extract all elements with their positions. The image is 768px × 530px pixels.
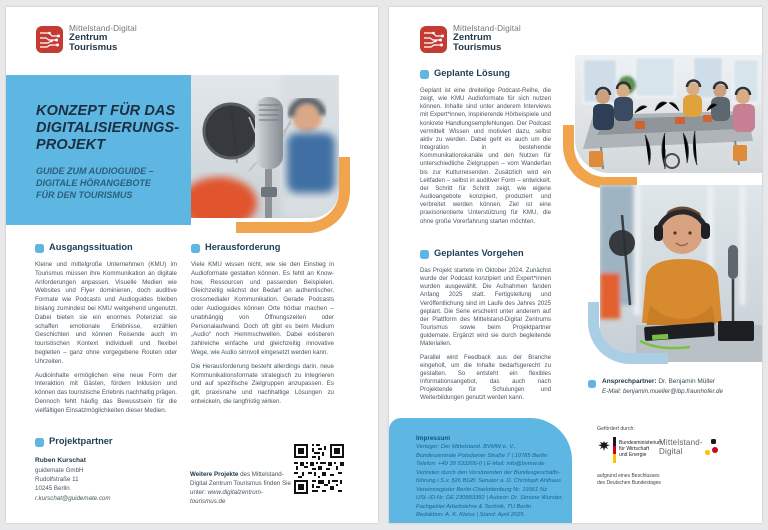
- funding-label: Gefördert durch:: [597, 426, 635, 432]
- page-subtitle: GUIDE ZUM AUDIOGUIDE – DIGITALE HÖRANGEBOTE FÜR DEN TOURISMUS: [36, 166, 154, 200]
- logo-org-line2: Tourismus: [69, 42, 118, 54]
- page-right: [389, 7, 762, 523]
- section-heading-ausgangssituation: Ausgangssituation: [49, 242, 133, 252]
- ausgangssituation-text: [35, 261, 177, 421]
- contact-person-name: Dr. Benjamin Müller: [656, 378, 716, 385]
- paragraph: Kleine und mittelgroße Unternehmen (KMU) im Tourismus müssen ihre Kommunikation an digitale Anforderungen anpassen. Visuelle Medien wie Websites und Flyer dominieren, doch auditive Formate wie Podcasts und Audioguides bleiben bislang zumindest bei KMU weitgehend ungenutzt. Dabei bieten sie ein enormes Potenzial: sie schaffen emotionale Erlebnisse, erzählen Geschichten und können Reisende auch im touristischen Kontext individuell und flexibel begleiten – ganz ohne vorgegebene Routen oder Uhrzeiten.: [35, 261, 177, 365]
- bundestag-note: [597, 473, 661, 486]
- page-title: KONZEPT FÜR DAS DIGITALISIERUNGS-PROJEKT: [36, 103, 180, 153]
- geplante-loesung-text: [420, 87, 551, 231]
- impressum-line: Bundeszentrale Potsdamer Straße 7 | 10785 Berlin: [416, 452, 548, 459]
- impressum-line: Telefon: +49 30 533206-0 | E-Mail: info@bvmw.de: [416, 461, 545, 468]
- circuit-board-icon: [420, 26, 447, 53]
- impressum-box: [389, 418, 572, 523]
- section-heading-geplante-loesung: Geplante Lösung: [434, 68, 510, 78]
- section-heading-projektpartner: Projektpartner: [49, 436, 113, 446]
- section-heading-geplantes-vorgehen: Geplantes Vorgehen: [434, 248, 524, 258]
- page-left: [6, 7, 378, 523]
- weitere-projekte-lead: Weitere Projekte: [190, 471, 239, 478]
- ministry-name-line2: für Wirtschaft: [619, 446, 650, 453]
- impressum-line: Vereinsregister Berlin-Charlottenburg Nr. 19361 Nz: [416, 486, 548, 493]
- impressum-line: Verleger: Der Mittelstand. BVMW e. V.,: [416, 444, 516, 450]
- ministry-name-line1: Bundesministerium: [619, 440, 663, 446]
- brand-dot-red-icon: [712, 447, 718, 453]
- section-bullet-icon: [588, 380, 596, 388]
- paragraph: Das Projekt startete im Oktober 2024. Zunächst wurde der Podcast konzipiert und Expert*innen wurden ausgewählt. Die Aufnahmen fanden Anfang 2025 statt. Fertigstellung und Veröffentlichung sind im Laufe des Jahres 2025 geplant. Die Serie erscheint unter anderem auf der Plattform des Mittelstand-Digital Zentrums Tourismus sowie beim Projektpartner guidemate. Ergänzt wird sie durch begleitende Materialien.: [420, 267, 551, 348]
- paragraph: Parallel wird Feedback aus der Branche eingeholt, um die Inhalte bedarfsgerecht zu gestalten. So entsteht ein flexibles Informationsangebot, das auch nach Projektende für Schulungen und Weiterbildungen genutzt werden kann.: [420, 353, 551, 402]
- flag-bar-icon: [613, 437, 616, 463]
- corner-arc-orange: [563, 125, 637, 188]
- mittelstand-digital-logo: [659, 438, 729, 462]
- logo-brand-text: Mittelstand-Digital: [453, 23, 521, 33]
- section-bullet-icon: [420, 250, 429, 259]
- corner-arc-orange: [236, 157, 350, 233]
- logo-org-line2: Tourismus: [453, 42, 502, 54]
- impressum-line: Fachgebiet Arbeitslehre & Technik, TU Berlin: [416, 503, 532, 510]
- weitere-projekte-body: des Mittelstand-Digital Zentrum Tourismus finden Sie unter:: [190, 471, 291, 496]
- section-bullet-icon: [35, 438, 44, 447]
- weitere-projekte-url-link[interactable]: www.digitalzentrum-tourismus.de: [190, 488, 263, 505]
- contact-person-block: [602, 377, 752, 396]
- brand-line1: Mittelstand-: [659, 438, 703, 447]
- impressum-line: führung i.S.v. §26 BGB: Senator a. D. Christoph Ahlhaus: [416, 478, 562, 485]
- weitere-projekte-text: [190, 471, 294, 507]
- logo-org-line1: Zentrum: [69, 32, 108, 43]
- brand-dot-yellow-icon: [705, 450, 710, 455]
- partner-city: 10245 Berlin: [35, 485, 70, 493]
- circuit-board-icon: [36, 26, 63, 53]
- paragraph: Viele KMU wissen nicht, wie sie den Einstieg in Audioformate gestalten können. Es fehlt an Know-how, Ressourcen und passenden Beispielen. Gleichzeitig wächst der Bedarf an authentischer, crossmedialer Kommunikation. Gerade Podcasts oder Audioguides können Orte hörbar machen – unabhängig von Öffnungszeiten oder Personalaufwand. Doch oft gibt es beim Medium „Audio“ noch Hemmschwellen. Dabei existieren zahlreiche einfache und gleichzeitig innovative Wege, wie Audio sinnvoll eingesetzt werden kann.: [191, 261, 334, 356]
- section-bullet-icon: [191, 244, 200, 253]
- partner-email-link[interactable]: r.kurschat@guidemate.com: [35, 494, 111, 502]
- section-bullet-icon: [420, 70, 429, 79]
- partner-company: guidemate GmbH: [35, 466, 84, 474]
- bundestag-note-line2: des Deutschen Bundestages: [597, 479, 661, 486]
- paragraph: Audioinhalte ermöglichen eine neue Form der Interaktion mit Gästen, fördern Inklusion und können das touristische Erlebnis nachhaltig prägen. Dennoch fehlt häufig das Bewusstsein für die vielfältigen Einsatzmöglichkeiten dieser Medien.: [35, 371, 177, 414]
- contact-person-label: Ansprechpartner:: [602, 378, 657, 385]
- hero-title-block: [6, 75, 191, 225]
- bundestag-note-line1: aufgrund eines Beschlusses: [597, 473, 660, 479]
- section-bullet-icon: [35, 244, 44, 253]
- partner-name: Ruben Kurschat: [35, 457, 86, 464]
- brand-line2: Digital: [659, 447, 683, 457]
- brand-dot-black-icon: [711, 439, 716, 444]
- contact-person-email-link[interactable]: E-Mail: benjamin.mueller@ibp.fraunhofer.de: [602, 387, 723, 395]
- paragraph: Geplant ist eine dreiteilige Podcast-Reihe, die zeigt, wie KMU Audioformate für sich nutzen können. Inhalte sind unter anderem Interviews mit Expert*innen, inspirierende Hörbeispiele und konkrete Handlungsempfehlungen. Der Podcast vermittelt Wissen und motiviert dazu, selbst aktiv zu werden. Dabei geht es auch um die Integration in bestehende Kommunikationskanäle und den Nutzen für unterschiedliche Zielgruppen – vom Wanderfan bis zur Kulturreisenden. Zusätzlich wird ein Leitfaden – selbst in auditiver Form – entwickelt, der Schritt für Schritt zeigt, wie eigene Audioangebote konzipiert, produziert und verbreitet werden können. Ziel ist eine praxisorientierte Unterstützung für KMU, die ohne große Vorerfahrung starten möchten.: [420, 87, 551, 225]
- ministry-name-line3: und Energie: [619, 452, 647, 459]
- qr-code-icon: [294, 444, 344, 499]
- impressum-line: Vertreten durch den Vorsitzenden der Bundesgeschäfts-: [416, 469, 561, 476]
- corner-arc-blue: [588, 302, 668, 364]
- partner-street: Rudolfstraße 11: [35, 476, 79, 484]
- impressum-line: USt.-ID-Nr. DE 230883382 | Autorin: Dr. Simone Wurster,: [416, 495, 563, 502]
- section-heading-herausforderung: Herausforderung: [205, 242, 281, 252]
- partner-contact-block: [35, 456, 111, 503]
- paragraph: Die Herausforderung besteht allerdings darin, neue Kommunikationsformate strategisch zu integrieren und auf spezifische Zielgruppen anzupassen. Es gilt, praxisnahe und nachhaltige Lösungen zu entwickeln, die langfristig wirken.: [191, 362, 334, 405]
- logo-org-line1: Zentrum: [453, 32, 492, 43]
- impressum-heading: Impressum: [416, 435, 451, 442]
- federal-eagle-icon: [597, 439, 611, 457]
- logo-brand-text: Mittelstand-Digital: [69, 23, 137, 33]
- geplantes-vorgehen-text: [420, 267, 551, 408]
- impressum-line: Redaktion: A. K. Kleiss | Stand: April 2025: [416, 512, 524, 519]
- herausforderung-text: [191, 261, 334, 412]
